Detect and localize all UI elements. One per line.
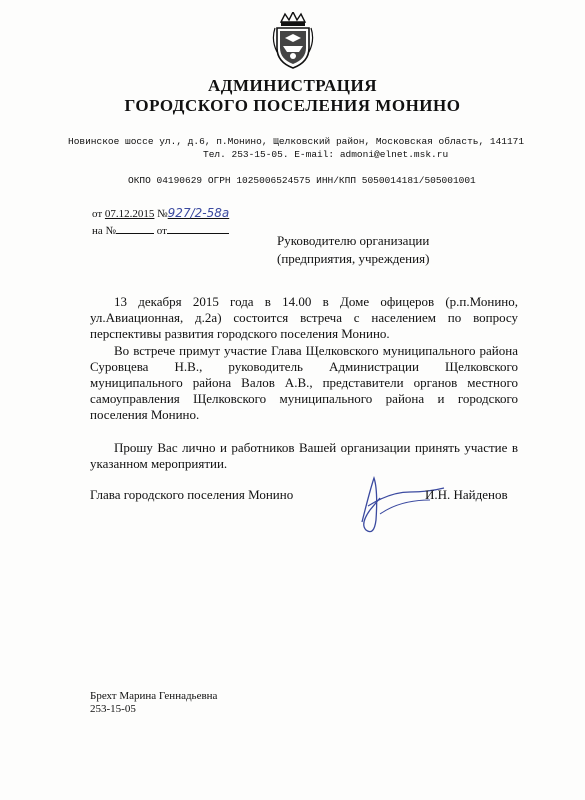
number-sign: № — [157, 208, 168, 220]
coat-of-arms-icon — [271, 12, 315, 70]
performer-phone: 253-15-05 — [90, 703, 136, 715]
to-date-blank — [167, 223, 229, 234]
body-paragraph-3: Прошу Вас лично и работников Вашей организации принять участие в указанном мероприятии. — [90, 440, 518, 471]
letter-date: 07.12.2015 — [104, 208, 155, 220]
to-from: от — [156, 225, 167, 237]
handwritten-signature-icon — [340, 470, 450, 545]
incoming-registration — [92, 223, 229, 237]
org-title-line2: ГОРОДСКОГО ПОСЕЛЕНИЯ МОНИНО — [124, 96, 461, 115]
signer-position: Глава городского поселения Монино — [90, 487, 294, 502]
to-prefix: на — [92, 225, 103, 237]
org-title-line1: АДМИНИСТРАЦИЯ — [207, 76, 377, 95]
org-codes: ОКПО 04190629 ОГРН 1025006524575 ИНН/КПП 5050014181/505001001 — [128, 175, 476, 186]
outgoing-registration — [92, 206, 229, 220]
signer-name: И.Н. Найденов — [425, 487, 508, 502]
recipient-line1: Руководителю организации — [277, 233, 430, 248]
org-contacts: Тел. 253-15-05. E-mail: admoni@elnet.msk.ru — [203, 149, 449, 160]
to-number-sign: № — [105, 225, 117, 237]
performer-name: Брехт Марина Геннадьевна — [90, 690, 218, 702]
recipient-line2: (предприятия, учреждения) — [277, 251, 430, 266]
org-address: Новинское шоссе ул., д.6, п.Монино, Щелковский район, Московская область, 141171 — [68, 136, 525, 147]
body-paragraph-2: Во встрече примут участие Глава Щелковского муниципального района Суровцева Н.В., руководитель Администрации Щелковского муниципального района Валов А.В., представители органов местного самоуправления Щелковского муниципального района и городского поселения Монино. — [90, 343, 518, 422]
to-number-blank — [116, 223, 154, 234]
recipient-block — [277, 232, 429, 268]
letter-number: 927/2-58а — [167, 206, 230, 220]
from-prefix: от — [92, 208, 103, 220]
body-paragraph-1: 13 декабря 2015 года в 14.00 в Доме офицеров (р.п.Монино, ул.Авиационная, д.2а) состоится встреча с населением по вопросу перспективы развития городского поселения Монино. — [90, 294, 518, 341]
